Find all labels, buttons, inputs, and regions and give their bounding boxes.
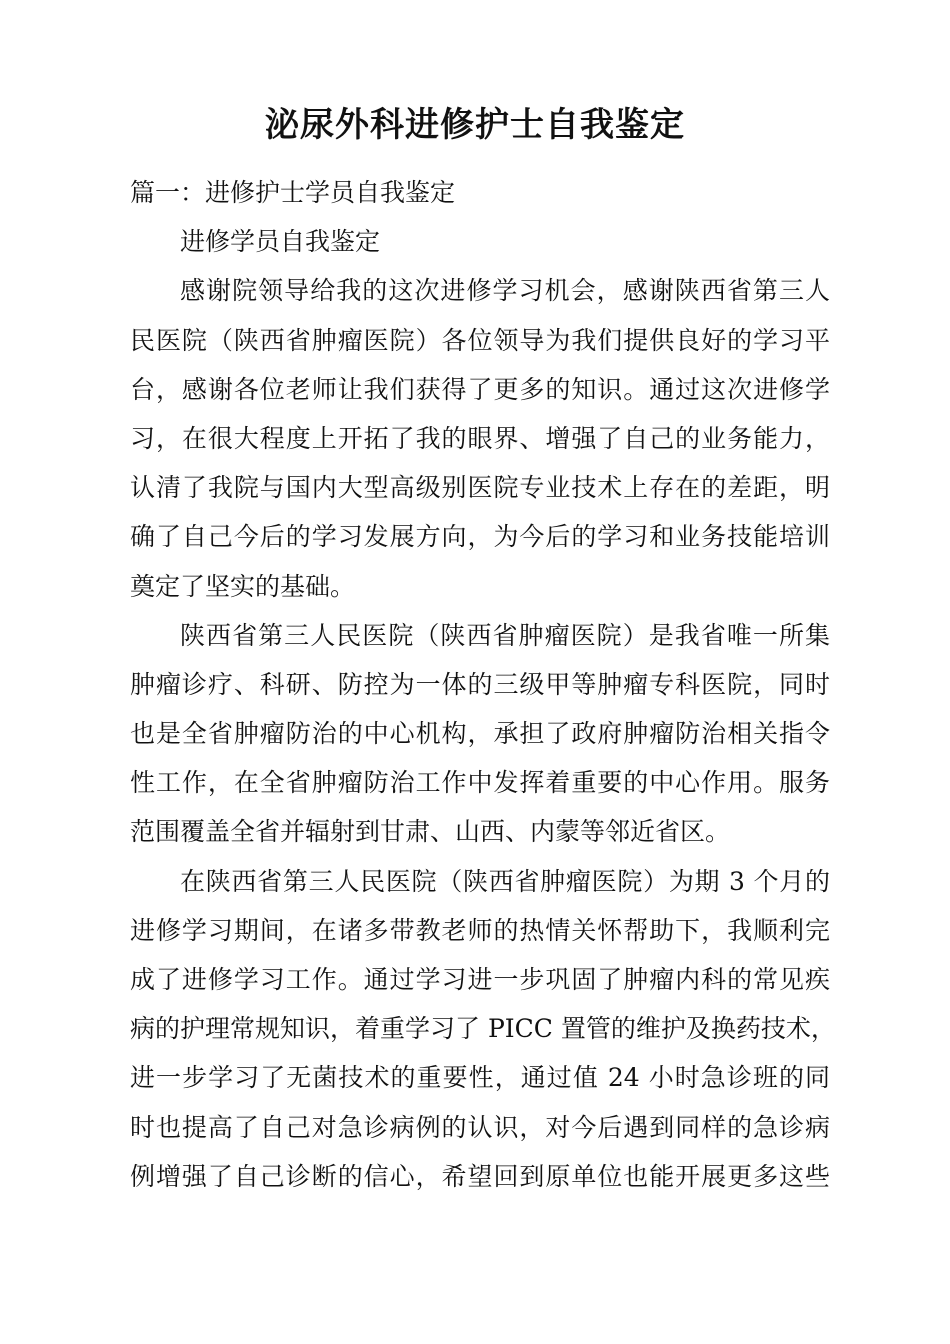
paragraph-2-line-2: 肿瘤诊疗、科研、防控为一体的三级甲等肿瘤专科医院，同时 <box>130 669 830 699</box>
document-body <box>130 168 836 1201</box>
paragraph-3-line-4: 病的护理常规知识，着重学习了 PICC 置管的维护及换药技术， <box>130 1014 836 1044</box>
paragraph-3-line-7: 例增强了自己诊断的信心，希望回到原单位也能开展更多这些 <box>130 1161 830 1191</box>
section-heading: 篇一：进修护士学员自我鉴定 <box>130 178 456 207</box>
paragraph-3-line-2: 进修学习期间，在诸多带教老师的热情关怀帮助下，我顺利完 <box>130 915 830 945</box>
paragraph-1-line-7: 奠定了坚实的基础。 <box>130 571 356 601</box>
paragraph-2-line-5: 范围覆盖全省并辐射到甘肃、山西、内蒙等邻近省区。 <box>130 817 731 847</box>
paragraph-3-line-3: 成了进修学习工作。通过学习进一步巩固了肿瘤内科的常见疾 <box>130 965 830 994</box>
paragraph-1-line-4: 习，在很大程度上开拓了我的眼界、增强了自己的业务能力， <box>130 423 830 453</box>
paragraph-1-line-3: 台，感谢各位老师让我们获得了更多的知识。通过这次进修学 <box>130 374 830 404</box>
paragraph-1-line-5: 认清了我院与国内大型高级别医院专业技术上存在的差距，明 <box>130 473 830 503</box>
paragraph-2-line-4: 性工作，在全省肿瘤防治工作中发挥着重要的中心作用。服务 <box>130 768 830 798</box>
paragraph-2-line-3: 也是全省肿瘤防治的中心机构，承担了政府肿瘤防治相关指令 <box>130 719 830 749</box>
paragraph-3-line-5: 进一步学习了无菌技术的重要性，通过值 24 小时急诊班的同 <box>130 1063 830 1093</box>
paragraph-3-line-1: 在陕西省第三人民医院（陕西省肿瘤医院）为期 3 个月的 <box>180 866 830 896</box>
paragraph-3-line-6: 时也提高了自己对急诊病例的认识，对今后遇到同样的急诊病 <box>130 1112 830 1142</box>
subsection-heading: 进修学员自我鉴定 <box>180 227 381 257</box>
paragraph-1-line-2: 民医院（陕西省肿瘤医院）各位领导为我们提供良好的学习平 <box>130 325 830 355</box>
document-title: 泌尿外科进修护士自我鉴定 <box>265 105 685 145</box>
paragraph-2-line-1: 陕西省第三人民医院（陕西省肿瘤医院）是我省唯一所集 <box>180 620 830 650</box>
paragraph-1-line-6: 确了自己今后的学习发展方向，为今后的学习和业务技能培训 <box>130 522 830 552</box>
paragraph-1-line-1: 感谢院领导给我的这次进修学习机会，感谢陕西省第三人 <box>180 276 830 306</box>
